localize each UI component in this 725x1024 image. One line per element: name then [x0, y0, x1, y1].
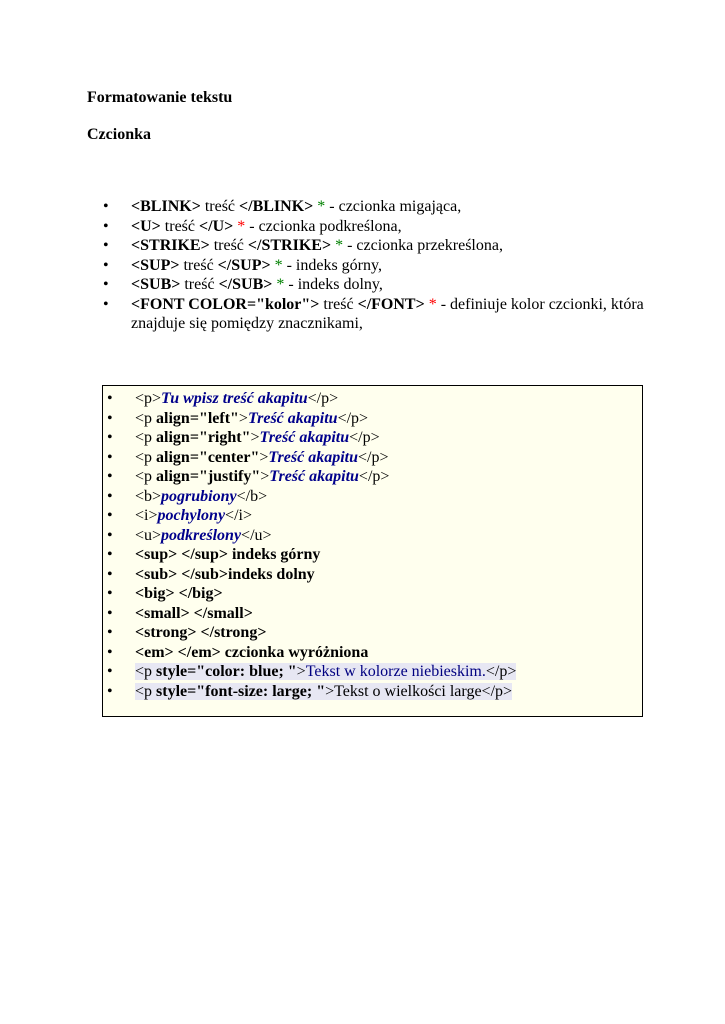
- bullet-icon: •: [107, 468, 113, 485]
- tag-content: treść: [319, 295, 358, 313]
- tag-close: </SUB>: [218, 276, 273, 293]
- tag-line: <strong> </strong>: [135, 624, 267, 641]
- list-item: [107, 428, 637, 448]
- star-marker: *: [270, 256, 287, 274]
- bullet-icon: •: [103, 295, 109, 313]
- tag-close: </p>: [481, 682, 513, 700]
- tag-description: - czcionka migająca,: [329, 198, 462, 215]
- html-tag-list: [107, 389, 637, 701]
- tag-description: - czcionka przekreślona,: [347, 237, 503, 254]
- tag-open: <u>: [135, 526, 162, 544]
- tag-line: <em> </em> czcionka wyróżniona: [135, 643, 369, 661]
- html-examples-box: [102, 385, 643, 717]
- tag-line: <small> </small>: [135, 604, 253, 622]
- tag-content: treść: [180, 276, 219, 293]
- list-item: [107, 662, 637, 682]
- list-item: [107, 487, 637, 507]
- tag-close: </BLINK>: [239, 198, 314, 215]
- tag-open: <p: [135, 663, 157, 680]
- star-marker: *: [424, 295, 441, 313]
- tag-open-end: >: [325, 682, 335, 700]
- star-marker: *: [233, 217, 250, 235]
- bullet-icon: •: [107, 546, 113, 563]
- tag-close: </i>: [225, 507, 252, 524]
- tag-attribute: align="justify": [156, 468, 261, 485]
- tag-open-end: >: [259, 448, 269, 466]
- list-item: [103, 275, 663, 295]
- section-heading: Czcionka: [87, 126, 151, 143]
- tag-content: podkreślony: [161, 526, 242, 544]
- tag-open: <SUB>: [131, 276, 181, 293]
- tag-attribute: style="font-size: large; ": [156, 682, 326, 700]
- tag-open: <b>: [135, 487, 162, 505]
- bullet-icon: •: [107, 585, 113, 602]
- bullet-icon: •: [107, 663, 113, 680]
- bullet-icon: •: [103, 217, 109, 235]
- tag-open-end: >: [296, 663, 306, 680]
- list-item: [103, 197, 663, 217]
- tag-attribute: align="left": [156, 409, 239, 427]
- tag-content: pochylony: [157, 507, 226, 524]
- tag-close: </U>: [199, 217, 234, 235]
- list-item: [107, 584, 637, 604]
- star-marker: *: [331, 237, 348, 254]
- bullet-icon: •: [107, 507, 113, 524]
- tag-open-end: >: [260, 468, 270, 485]
- bullet-icon: •: [107, 682, 113, 700]
- bullet-icon: •: [103, 198, 109, 215]
- tag-close: </FONT>: [357, 295, 425, 313]
- bullet-icon: •: [107, 643, 113, 661]
- tag-description: - indeks dolny,: [288, 276, 383, 293]
- tag-close: </p>: [349, 429, 380, 446]
- bullet-icon: •: [107, 390, 113, 407]
- bullet-icon: •: [107, 624, 113, 641]
- tag-line: <sub> </sub>indeks dolny: [135, 565, 315, 583]
- tag-line: <sup> </sup> indeks górny: [135, 546, 321, 563]
- bullet-icon: •: [107, 526, 113, 544]
- list-item: [107, 409, 637, 429]
- list-item: [107, 448, 637, 468]
- tag-description: - indeks górny,: [286, 256, 382, 274]
- tag-line: <big> </big>: [135, 585, 223, 602]
- bullet-icon: •: [107, 604, 113, 622]
- tag-content: Treść akapitu: [269, 468, 359, 485]
- tag-open: <STRIKE>: [131, 237, 210, 254]
- tag-close: </STRIKE>: [247, 237, 332, 254]
- tag-attribute: style="color: blue; ": [156, 663, 297, 680]
- list-item: [107, 682, 637, 702]
- bullet-icon: •: [107, 448, 113, 466]
- tag-content: Tekst w kolorze niebieskim.: [305, 663, 486, 680]
- tag-content: treść: [200, 198, 240, 215]
- tag-open: <p: [135, 409, 157, 427]
- list-item: [107, 545, 637, 565]
- tag-open: <SUP>: [131, 256, 180, 274]
- list-item: [103, 217, 663, 237]
- list-item: [103, 256, 663, 276]
- tag-description: - czcionka podkreślona,: [249, 217, 402, 235]
- list-item: [107, 467, 637, 487]
- tag-close: </b>: [236, 487, 268, 505]
- tag-close: </SUP>: [217, 256, 271, 274]
- font-tag-list: [103, 197, 663, 334]
- tag-close: </p>: [358, 448, 389, 466]
- list-item: [107, 389, 637, 409]
- tag-open: <i>: [135, 507, 158, 524]
- tag-close: </u>: [241, 526, 272, 544]
- tag-close: </p>: [485, 663, 517, 680]
- tag-close: </p>: [337, 409, 369, 427]
- tag-content: treść: [209, 237, 248, 254]
- tag-close: </p>: [307, 390, 339, 407]
- tag-content: Tekst o wielkości large: [334, 682, 482, 700]
- tag-open-end: >: [250, 429, 260, 446]
- tag-content: pogrubiony: [161, 487, 237, 505]
- list-item: [107, 565, 637, 585]
- tag-open: <p>: [135, 390, 162, 407]
- list-item: [107, 604, 637, 624]
- bullet-icon: •: [107, 487, 113, 505]
- tag-open: <p: [135, 682, 157, 700]
- bullet-icon: •: [107, 565, 113, 583]
- tag-content: Treść akapitu: [268, 448, 358, 466]
- tag-close: </p>: [358, 468, 390, 485]
- tag-open: <BLINK>: [131, 198, 201, 215]
- bullet-icon: •: [107, 409, 113, 427]
- list-item: [103, 236, 663, 256]
- tag-open: <U>: [131, 217, 161, 235]
- list-item: [107, 526, 637, 546]
- tag-content: treść: [160, 217, 199, 235]
- tag-content: treść: [179, 256, 218, 274]
- bullet-icon: •: [103, 276, 109, 293]
- bullet-icon: •: [103, 237, 109, 254]
- tag-open: <FONT COLOR="kolor">: [131, 295, 320, 313]
- list-item: [103, 295, 663, 334]
- tag-content: Treść akapitu: [247, 409, 338, 427]
- list-item: [107, 623, 637, 643]
- list-item: [107, 643, 637, 663]
- tag-open: <p: [135, 429, 157, 446]
- star-marker: *: [272, 276, 289, 293]
- tag-content: Treść akapitu: [259, 429, 350, 446]
- tag-content: Tu wpisz treść akapitu: [161, 390, 308, 407]
- tag-open: <p: [135, 448, 157, 466]
- page-title: Formatowanie tekstu: [87, 89, 233, 106]
- list-item: [107, 506, 637, 526]
- tag-attribute: align="right": [156, 429, 251, 446]
- bullet-icon: •: [107, 429, 113, 446]
- bullet-icon: •: [103, 256, 109, 274]
- tag-open-end: >: [238, 409, 248, 427]
- star-marker: *: [313, 198, 330, 215]
- tag-description: - definiuje kolor czcionki, która znajduje się pomiędzy znacznikami,: [131, 295, 644, 332]
- tag-attribute: align="center": [156, 448, 260, 466]
- tag-open: <p: [135, 468, 157, 485]
